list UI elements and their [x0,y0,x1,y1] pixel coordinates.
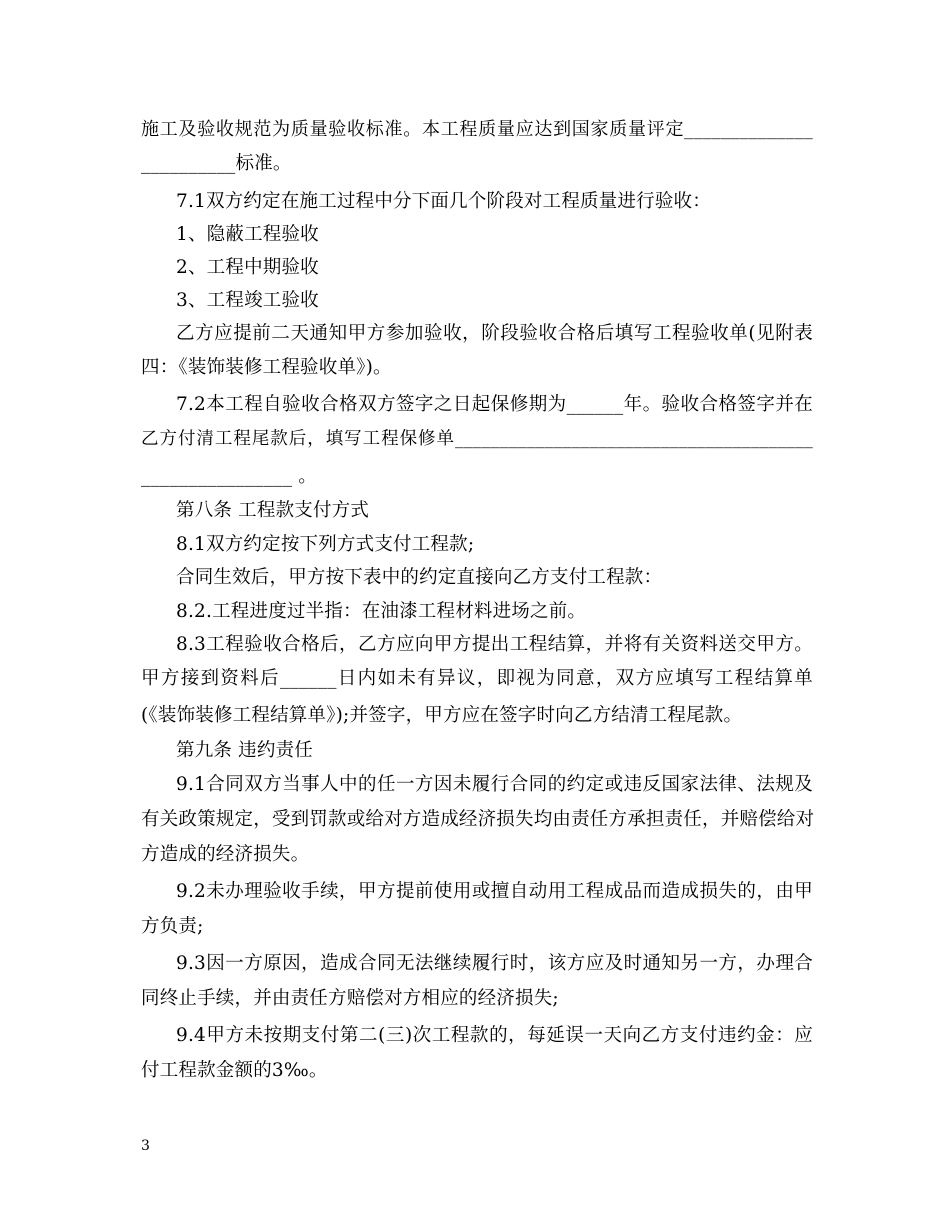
text-line: 有关政策规定，受到罚款或给对方造成经济损失均由责任方承担责任，并赔偿给对 [141,809,815,830]
text-line: 9.4甲方未按期支付第二(三)次工程款的，每延误一天向乙方支付违约金：应 [176,1025,813,1046]
text-line: 方负责; [141,916,204,937]
text-line: 乙方应提前二天通知甲方参加验收，阶段验收合格后填写工程验收单(见附表 [176,323,813,344]
text-line: __________标准。 [141,153,292,174]
text-line: 9.2未办理验收手续，甲方提前使用或擅自动用工程成品而造成损失的，由甲 [176,881,813,902]
text-line: 甲方接到资料后______日内如未有异议，即视为同意，双方应填写工程结算单 [141,668,813,689]
page-number: 3 [141,1138,150,1154]
section-heading: 第八条 工程款支付方式 [176,500,370,521]
text-line: 四：《装饰装修工程验收单》)。 [141,357,392,378]
text-line: 同终止手续，并由责任方赔偿对方相应的经济损失; [141,988,559,1009]
section-heading: 第九条 违约责任 [176,740,313,761]
text-line: 7.2本工程自验收合格双方签字之日起保修期为______年。验收合格签字并在 [176,394,813,415]
text-line: 3、工程竣工验收 [176,290,319,311]
text-line: 8.1双方约定按下列方式支付工程款; [176,534,475,555]
text-line: 付工程款金额的3‰。 [141,1060,328,1081]
text-line: 1、隐蔽工程验收 [176,224,319,245]
text-line: ________________ 。 [141,466,317,487]
text-line: 7.1双方约定在施工过程中分下面几个阶段对工程质量进行验收： [176,191,711,212]
text-line: 乙方付清工程尾款后，填写工程保修单________________________________________ [141,429,813,449]
text-line: 合同生效后，甲方按下表中的约定直接向乙方支付工程款： [176,567,663,588]
text-line: 9.3因一方原因，造成合同无法继续履行时，该方应及时通知另一方，办理合 [176,953,813,974]
text-line: 施工及验收规范为质量验收标准。本工程质量应达到国家质量评定______________ [141,119,813,140]
text-line: 8.3工程验收合格后，乙方应向甲方提出工程结算，并将有关资料送交甲方。 [176,634,813,655]
text-line: 9.1合同双方当事人中的任一方因未履行合同的约定或违反国家法律、法规及 [176,774,813,795]
text-line: 方造成的经济损失。 [141,844,310,865]
text-line: 8.2.工程进度过半指：在油漆工程材料进场之前。 [176,601,587,622]
text-line: (《装饰装修工程结算单》);并签字，甲方应在签字时向乙方结清工程尾款。 [141,705,743,726]
text-line: 2、工程中期验收 [176,257,319,278]
